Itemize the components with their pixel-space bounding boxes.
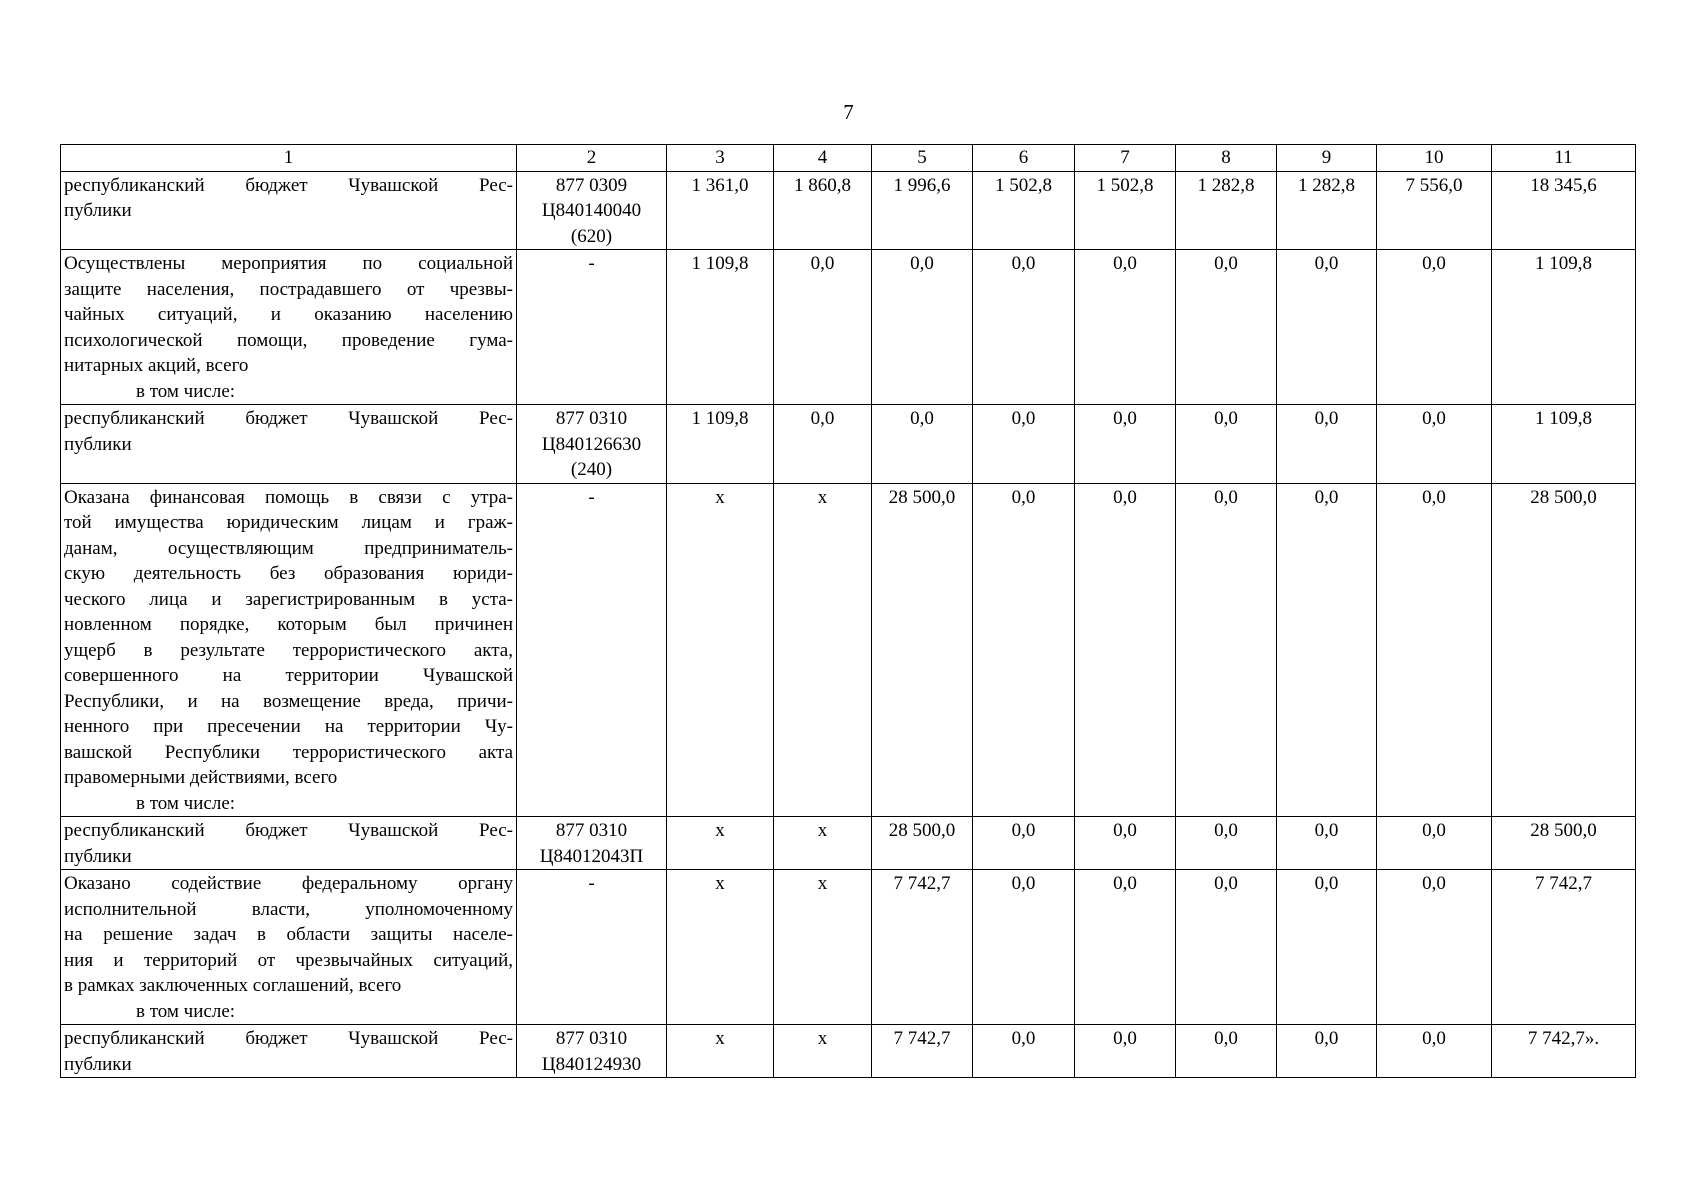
including-label: в том числе: (136, 792, 236, 814)
value-cell: x (774, 817, 872, 870)
description-line: скую деятельность без образования юриди- (64, 563, 513, 584)
value-cell: 0,0 (1176, 405, 1277, 484)
column-number: 11 (1492, 145, 1636, 172)
column-number: 9 (1277, 145, 1377, 172)
value-cell: 0,0 (1277, 405, 1377, 484)
value-cell: 0,0 (1377, 870, 1492, 1025)
description-line: психологической помощи, проведение гума- (64, 329, 513, 351)
description-line: ния и территорий от чрезвычайных ситуаций, (64, 949, 513, 971)
table-row (61, 870, 1636, 1025)
value-cell: 28 500,0 (1492, 483, 1636, 817)
budget-code (517, 870, 667, 1025)
table-row (61, 483, 1636, 817)
value-cell: 1 109,8 (1492, 250, 1636, 405)
description-line: ущерб в результате террористического акта, (64, 639, 513, 661)
value-cell: 0,0 (1075, 405, 1176, 484)
description-line: данам, осуществляющим предприниматель- (64, 537, 513, 559)
value-cell: 0,0 (1277, 870, 1377, 1025)
value-cell: 0,0 (1277, 1025, 1377, 1078)
budget-code (517, 817, 667, 870)
code-line: Ц840126630 (541, 433, 642, 455)
description-line: публики (64, 845, 132, 867)
table-row (61, 817, 1636, 870)
column-number: 8 (1176, 145, 1277, 172)
value-cell: 1 996,6 (872, 171, 973, 250)
value-cell: x (774, 483, 872, 817)
code-line: 877 0309 (555, 174, 628, 196)
value-cell: 0,0 (1377, 1025, 1492, 1078)
column-number: 4 (774, 145, 872, 172)
value-cell: 0,0 (872, 250, 973, 405)
description-line: ненного при пресечении на территории Чу- (64, 716, 513, 737)
value-cell: 0,0 (1277, 483, 1377, 817)
table-row (61, 250, 1636, 405)
description-line: республиканский бюджет Чувашской Рес- (64, 408, 513, 429)
value-cell: 0,0 (973, 1025, 1075, 1078)
value-cell: 1 361,0 (667, 171, 774, 250)
description-line: защите населения, пострадавшего от чрезвы- (64, 278, 513, 300)
description-line: чайных ситуаций, и оказанию населению (64, 304, 513, 325)
value-cell: 28 500,0 (872, 817, 973, 870)
row-description (61, 483, 517, 817)
including-label: в том числе: (136, 380, 236, 402)
value-cell: 18 345,6 (1492, 171, 1636, 250)
code-line: Ц840140040 (541, 200, 642, 221)
value-cell: 0,0 (1377, 483, 1492, 817)
description-line: совершенного на территории Чувашской (64, 665, 513, 686)
row-description (61, 405, 517, 484)
table-row (61, 405, 1636, 484)
value-cell: 1 502,8 (973, 171, 1075, 250)
row-description (61, 1025, 517, 1078)
column-number: 5 (872, 145, 973, 172)
description-line: Осуществлены мероприятия по социальной (64, 253, 513, 274)
budget-code (517, 405, 667, 484)
value-cell: 1 109,8 (1492, 405, 1636, 484)
value-cell: 7 742,7 (872, 870, 973, 1025)
value-cell: 1 282,8 (1176, 171, 1277, 250)
budget-code (517, 250, 667, 405)
description-line: Оказано содействие федеральному органу (64, 873, 513, 894)
row-description (61, 817, 517, 870)
value-cell: 0,0 (1075, 870, 1176, 1025)
including-label: в том числе: (136, 1000, 236, 1022)
code-line: 877 0310 (555, 820, 628, 841)
table-row (61, 171, 1636, 250)
value-cell: 7 742,7 (872, 1025, 973, 1078)
value-cell: 0,0 (1277, 250, 1377, 405)
description-line: республиканский бюджет Чувашской Рес- (64, 174, 513, 196)
value-cell: 0,0 (1176, 250, 1277, 405)
value-cell: 0,0 (774, 405, 872, 484)
row-description (61, 250, 517, 405)
value-cell: x (774, 1025, 872, 1078)
code-line: 877 0310 (555, 408, 628, 429)
description-line: в рамках заключенных соглашений, всего (64, 975, 402, 996)
value-cell: 0,0 (1277, 817, 1377, 870)
description-line: Оказана финансовая помощь в связи с утра- (64, 486, 513, 508)
value-cell: 0,0 (1176, 870, 1277, 1025)
column-number-row (61, 145, 1636, 172)
value-cell: 0,0 (973, 870, 1075, 1025)
column-number: 10 (1377, 145, 1492, 172)
value-cell: 0,0 (1075, 817, 1176, 870)
value-cell: 1 282,8 (1277, 171, 1377, 250)
code-line: - (588, 873, 595, 894)
value-cell: 1 109,8 (667, 250, 774, 405)
column-number: 3 (667, 145, 774, 172)
table-body (61, 145, 1636, 1078)
budget-code (517, 1025, 667, 1078)
value-cell: 0,0 (1075, 483, 1176, 817)
budget-table (60, 144, 1636, 1078)
value-cell: 0,0 (973, 405, 1075, 484)
code-line: (620) (570, 225, 613, 247)
description-line: республиканский бюджет Чувашской Рес- (64, 1028, 513, 1049)
value-cell: 0,0 (1377, 250, 1492, 405)
value-cell: x (667, 870, 774, 1025)
value-cell: 0,0 (1176, 1025, 1277, 1078)
value-cell: 1 109,8 (667, 405, 774, 484)
value-cell: x (667, 1025, 774, 1078)
value-cell: 0,0 (973, 250, 1075, 405)
value-cell: 28 500,0 (1492, 817, 1636, 870)
code-line: Ц84012043П (539, 845, 644, 867)
description-line: нитарных акций, всего (64, 355, 249, 376)
value-cell: 7 742,7 (1492, 870, 1636, 1025)
code-line: - (588, 486, 595, 508)
code-line: (240) (570, 459, 613, 480)
value-cell: 1 860,8 (774, 171, 872, 250)
value-cell: x (667, 817, 774, 870)
description-line: той имущества юридическим лицам и граж- (64, 512, 513, 533)
page-number: 7 (843, 100, 854, 124)
column-number: 6 (973, 145, 1075, 172)
value-cell: 0,0 (1075, 250, 1176, 405)
row-description (61, 171, 517, 250)
column-number: 7 (1075, 145, 1176, 172)
description-line: публики (64, 200, 132, 221)
value-cell: 0,0 (774, 250, 872, 405)
description-line: правомерными действиями, всего (64, 767, 338, 788)
value-cell: 28 500,0 (872, 483, 973, 817)
value-cell: 0,0 (973, 817, 1075, 870)
value-cell: 7 742,7». (1492, 1025, 1636, 1078)
description-line: ческого лица и зарегистрированным в уста- (64, 588, 513, 610)
value-cell: 7 556,0 (1377, 171, 1492, 250)
value-cell: x (774, 870, 872, 1025)
column-number: 2 (517, 145, 667, 172)
code-line: 877 0310 (555, 1028, 628, 1049)
description-line: вашской Республики террористического акта (64, 741, 513, 763)
description-line: исполнительной власти, уполномоченному (64, 898, 513, 920)
value-cell: 0,0 (1377, 817, 1492, 870)
code-line: Ц840124930 (541, 1053, 642, 1075)
code-line: - (588, 253, 595, 274)
value-cell: 0,0 (872, 405, 973, 484)
column-number: 1 (61, 145, 517, 172)
description-line: публики (64, 1053, 132, 1075)
value-cell: 0,0 (1075, 1025, 1176, 1078)
value-cell: 0,0 (1377, 405, 1492, 484)
description-line: на решение задач в области защиты населе- (64, 924, 513, 945)
budget-code (517, 483, 667, 817)
row-description (61, 870, 517, 1025)
description-line: публики (64, 433, 132, 455)
budget-code (517, 171, 667, 250)
description-line: республиканский бюджет Чувашской Рес- (64, 820, 513, 841)
value-cell: x (667, 483, 774, 817)
value-cell: 0,0 (973, 483, 1075, 817)
table-row (61, 1025, 1636, 1078)
value-cell: 0,0 (1176, 817, 1277, 870)
value-cell: 1 502,8 (1075, 171, 1176, 250)
description-line: Республики, и на возмещение вреда, причи- (64, 690, 513, 712)
description-line: новленном порядке, которым был причинен (64, 614, 513, 635)
value-cell: 0,0 (1176, 483, 1277, 817)
